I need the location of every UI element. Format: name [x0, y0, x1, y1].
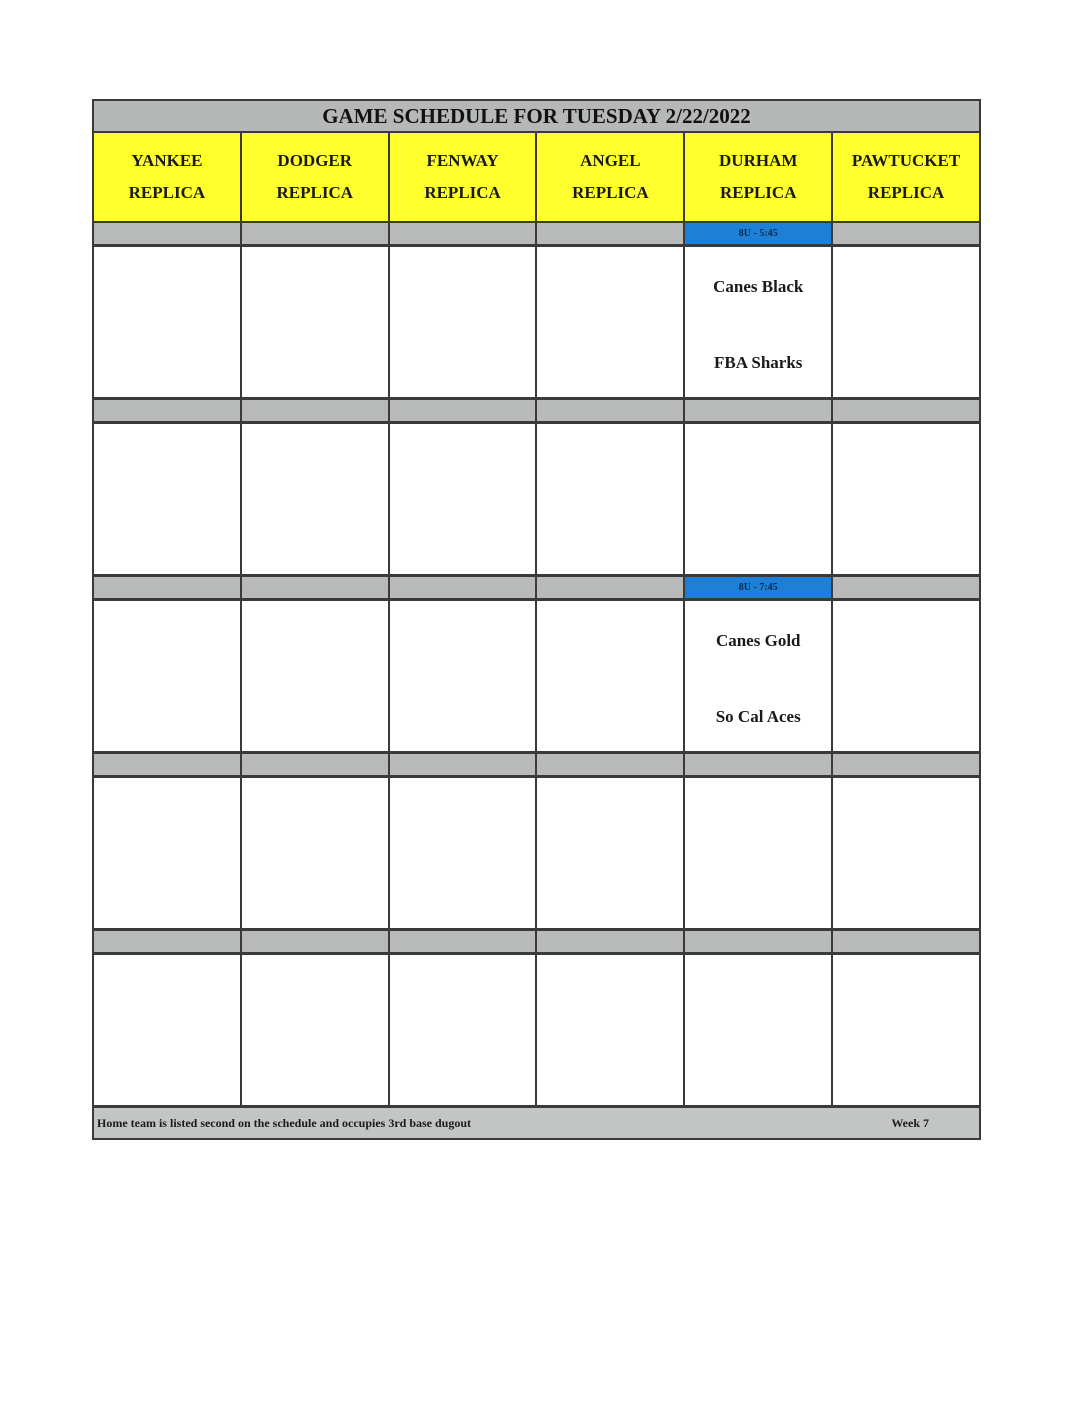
empty-game-cell	[390, 247, 538, 397]
time-separator-cell	[242, 400, 390, 421]
time-slots	[94, 223, 979, 1108]
field-sub: REPLICA	[572, 183, 649, 202]
time-separator-cell	[242, 754, 390, 775]
field-header-row	[94, 133, 979, 223]
empty-game-cell	[833, 601, 979, 751]
empty-game-cell	[94, 778, 242, 928]
time-separator-cell	[685, 931, 833, 952]
empty-game-cell	[94, 601, 242, 751]
time-separator-cell	[94, 400, 242, 421]
time-separator-cell	[94, 577, 242, 598]
time-row	[94, 223, 979, 247]
empty-game-cell	[537, 601, 685, 751]
time-separator-cell	[537, 754, 685, 775]
field-name: FENWAY	[426, 151, 499, 170]
game-time-label: 8U - 5:45	[685, 223, 833, 244]
empty-game-cell	[390, 778, 538, 928]
field-header-durham	[685, 133, 833, 221]
empty-game-cell	[685, 424, 833, 574]
game-row	[94, 955, 979, 1108]
away-team: Canes Gold	[715, 631, 801, 650]
field-name: DURHAM	[719, 151, 798, 170]
empty-game-cell	[390, 424, 538, 574]
game-row	[94, 424, 979, 577]
time-separator-cell	[537, 577, 685, 598]
field-header-fenway	[390, 133, 538, 221]
footer-note: Home team is listed second on the schedule and occupies 3rd base dugout	[97, 1115, 472, 1130]
empty-game-cell	[242, 424, 390, 574]
empty-game-cell	[685, 778, 833, 928]
field-sub: REPLICA	[128, 183, 206, 202]
time-separator-cell	[390, 400, 538, 421]
empty-game-cell	[94, 424, 242, 574]
field-header-pawtucket	[833, 133, 979, 221]
time-separator-cell	[94, 223, 242, 244]
field-sub: REPLICA	[276, 183, 353, 202]
field-sub: REPLICA	[719, 183, 797, 202]
game-schedule-table	[92, 99, 981, 1140]
empty-game-cell	[833, 424, 979, 574]
home-team: So Cal Aces	[715, 707, 801, 726]
field-header-angel	[537, 133, 685, 221]
empty-game-cell	[833, 247, 979, 397]
time-separator-cell	[833, 223, 979, 244]
time-separator-cell	[242, 577, 390, 598]
field-name: DODGER	[277, 151, 353, 170]
time-separator-cell	[537, 931, 685, 952]
time-separator-cell	[390, 931, 538, 952]
field-header-yankee	[94, 133, 242, 221]
game-row	[94, 601, 979, 754]
game-row	[94, 778, 979, 931]
field-name: ANGEL	[580, 151, 641, 170]
game-row	[94, 247, 979, 400]
time-separator-cell	[390, 754, 538, 775]
game-time-label: 8U - 7:45	[685, 577, 833, 598]
time-separator-cell	[94, 754, 242, 775]
schedule-title: GAME SCHEDULE FOR TUESDAY 2/22/2022	[94, 101, 979, 133]
empty-game-cell	[94, 247, 242, 397]
time-separator-cell	[390, 577, 538, 598]
empty-game-cell	[390, 601, 538, 751]
time-separator-cell	[685, 400, 833, 421]
time-row	[94, 931, 979, 955]
away-team: Canes Black	[713, 277, 804, 296]
time-separator-cell	[242, 223, 390, 244]
empty-game-cell	[833, 955, 979, 1105]
time-separator-cell	[94, 931, 242, 952]
schedule-footer	[94, 1108, 979, 1138]
time-separator-cell	[537, 400, 685, 421]
time-separator-cell	[685, 754, 833, 775]
time-row	[94, 754, 979, 778]
time-separator-cell	[833, 577, 979, 598]
field-header-dodger	[242, 133, 390, 221]
time-separator-cell	[390, 223, 538, 244]
week-label: Week 7	[891, 1115, 929, 1130]
empty-game-cell	[685, 955, 833, 1105]
empty-game-cell	[537, 955, 685, 1105]
empty-game-cell	[242, 955, 390, 1105]
empty-game-cell	[537, 247, 685, 397]
time-row	[94, 400, 979, 424]
time-separator-cell	[833, 400, 979, 421]
time-separator-cell	[833, 754, 979, 775]
game-cell	[685, 601, 833, 751]
empty-game-cell	[94, 955, 242, 1105]
empty-game-cell	[242, 601, 390, 751]
empty-game-cell	[242, 778, 390, 928]
empty-game-cell	[537, 778, 685, 928]
empty-game-cell	[242, 247, 390, 397]
field-sub: REPLICA	[867, 183, 945, 202]
field-name: YANKEE	[131, 151, 203, 170]
time-row	[94, 577, 979, 601]
field-sub: REPLICA	[424, 183, 501, 202]
field-name: PAWTUCKET	[851, 151, 961, 170]
game-cell	[685, 247, 833, 397]
time-separator-cell	[833, 931, 979, 952]
time-separator-cell	[242, 931, 390, 952]
empty-game-cell	[833, 778, 979, 928]
time-separator-cell	[537, 223, 685, 244]
empty-game-cell	[390, 955, 538, 1105]
home-team: FBA Sharks	[714, 353, 803, 372]
empty-game-cell	[537, 424, 685, 574]
